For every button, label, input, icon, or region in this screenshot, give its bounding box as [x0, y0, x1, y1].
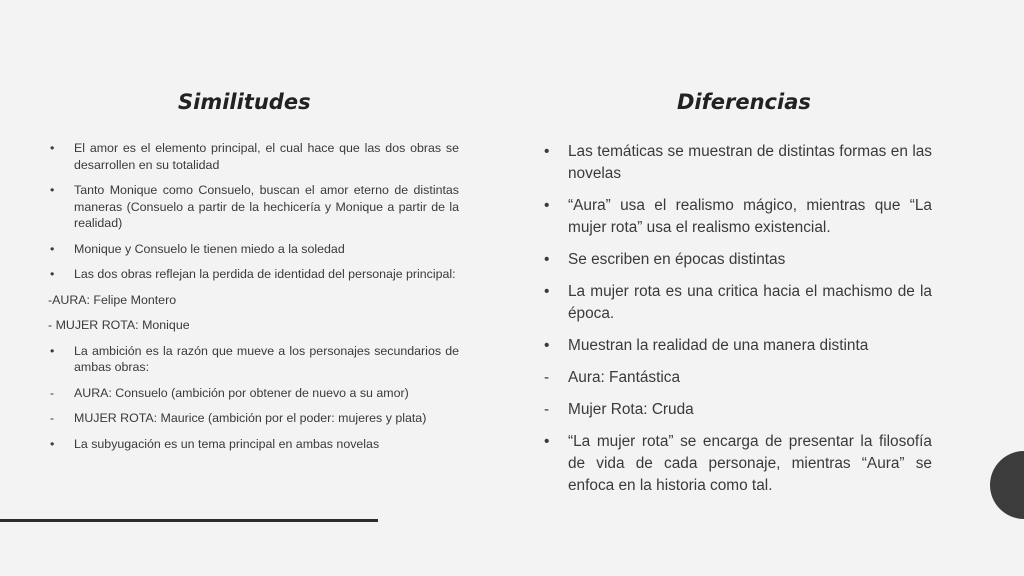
diferencias-item-text: La mujer rota es una critica hacia el machismo de la época.	[568, 283, 932, 322]
similitudes-item-text: Monique y Consuelo le tienen miedo a la soledad	[74, 241, 345, 256]
similitudes-item-text: La ambición es la razón que mueve a los personajes secundarios de ambas obras:	[74, 343, 459, 374]
similitudes-item-text: El amor es el elemento principal, el cual hace que las dos obras se desarrollen en su totalidad	[74, 141, 459, 172]
bullet-icon: •	[544, 337, 550, 354]
diferencias-item-text: Se escriben en épocas distintas	[568, 251, 786, 268]
similitudes-item-text: AURA: Consuelo (ambición por obtener de nuevo a su amor)	[74, 385, 409, 400]
bullet-icon: •	[544, 197, 550, 214]
bullet-icon: •	[544, 433, 550, 450]
diferencias-item	[540, 431, 932, 497]
bottom-divider-line	[0, 519, 378, 522]
bullet-icon: •	[544, 283, 550, 300]
dash-icon: -	[544, 369, 550, 386]
similitudes-item	[48, 182, 459, 232]
diferencias-item-text: Mujer Rota: Cruda	[568, 401, 694, 418]
diferencias-item-text: “Aura” usa el realismo mágico, mientras que “La mujer rota” usa el realismo existencial.	[568, 197, 932, 236]
dash-icon: -	[50, 385, 55, 400]
bullet-icon: •	[50, 436, 55, 451]
similitudes-item	[48, 410, 459, 427]
decorative-circle	[990, 451, 1024, 519]
similitudes-item	[48, 385, 459, 402]
similitudes-item-text: Las dos obras reflejan la perdida de identidad del personaje principal:	[74, 267, 456, 281]
diferencias-item	[540, 281, 932, 325]
bullet-icon: •	[544, 143, 550, 160]
diferencias-item-text: “La mujer rota” se encarga de presentar la filosofía de vida de cada personaje, mientras “Aura” se enfoca en la historia como tal.	[568, 433, 932, 494]
similitudes-item	[48, 241, 459, 258]
diferencias-item	[540, 195, 932, 239]
similitudes-item-text: MUJER ROTA: Maurice (ambición por el poder: mujeres y plata)	[74, 411, 427, 425]
dash-icon: -	[544, 401, 550, 418]
similitudes-list	[48, 140, 459, 461]
diferencias-item	[540, 335, 932, 357]
similitudes-title: Similitudes	[178, 90, 311, 114]
bullet-icon: •	[50, 343, 55, 358]
diferencias-list	[540, 141, 932, 507]
bullet-icon: •	[50, 141, 55, 155]
diferencias-item-text: Aura: Fantástica	[568, 369, 681, 386]
dash-icon: -	[50, 411, 55, 425]
similitudes-item	[48, 140, 459, 173]
diferencias-title: Diferencias	[677, 90, 811, 114]
similitudes-item	[48, 266, 459, 283]
diferencias-item	[540, 141, 932, 185]
diferencias-item-text: Muestran la realidad de una manera distinta	[568, 337, 869, 354]
similitudes-item	[48, 343, 459, 376]
diferencias-item-text: Las temáticas se muestran de distintas formas en las novelas	[568, 143, 932, 182]
bullet-icon: •	[544, 251, 550, 268]
similitudes-item-text: La subyugación es un tema principal en ambas novelas	[74, 436, 380, 451]
diferencias-item	[540, 399, 932, 421]
similitudes-item	[48, 436, 459, 453]
diferencias-item	[540, 249, 932, 271]
similitudes-item-text: - MUJER ROTA: Monique	[48, 318, 190, 332]
diferencias-item	[540, 367, 932, 389]
similitudes-item-text: -AURA: Felipe Montero	[48, 292, 177, 307]
bullet-icon: •	[50, 183, 55, 197]
bullet-icon: •	[50, 267, 55, 281]
similitudes-item-text: Tanto Monique como Consuelo, buscan el amor eterno de distintas maneras (Consuelo a partir de la hechicería y Monique a partir de la realidad)	[74, 183, 459, 230]
similitudes-item	[48, 292, 459, 309]
similitudes-item	[48, 317, 459, 334]
bullet-icon: •	[50, 241, 55, 256]
